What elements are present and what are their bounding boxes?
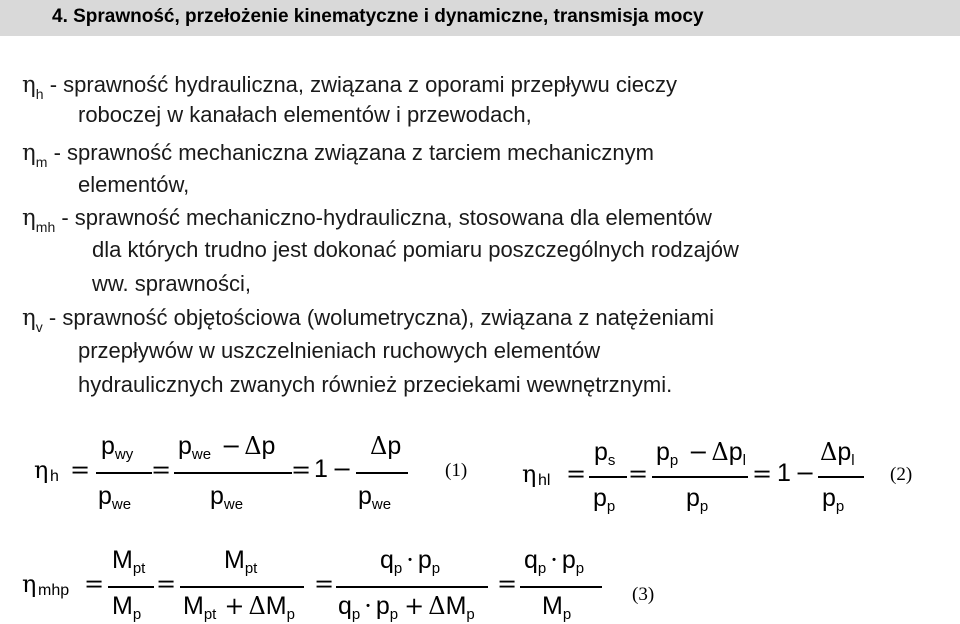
fraction-bar (356, 472, 408, 474)
fraction-bar (96, 472, 152, 474)
eta-symbol: η (34, 456, 49, 484)
def-h-line2: roboczej w kanałach elementów i przewodach, (78, 102, 532, 127)
fraction-bar (336, 586, 488, 588)
def-m-line1: $\eta_m$ - sprawność mechaniczna związana z tarciem mechanicznym (22, 140, 654, 170)
equation-label: (3) (632, 584, 655, 605)
header-bar (0, 0, 960, 36)
fraction-bar (818, 476, 864, 478)
def-v-line3: hydraulicznych zwanych również przeciekami wewnętrznymi. (78, 372, 673, 397)
eta-symbol: η (522, 460, 537, 488)
def-mh-line1: $\eta_{mh}$ - sprawność mechaniczno-hydrauliczna, stosowana dla elementów (22, 205, 712, 235)
equation-label: (1) (445, 460, 468, 481)
def-h-line1: $\eta_h$ - sprawność hydrauliczna, związana z oporami przepływu cieczy (22, 72, 677, 102)
fraction-bar (520, 586, 602, 588)
fraction-bar (180, 586, 304, 588)
def-m-line2: elementów, (78, 172, 190, 197)
fraction-bar (108, 586, 154, 588)
equation-label: (2) (890, 464, 913, 485)
fraction-bar (589, 476, 627, 478)
fraction-bar (652, 476, 748, 478)
page-title: 4. Sprawność, przełożenie kinematyczne i dynamiczne, transmisja mocy (52, 6, 704, 27)
eta-symbol: η (22, 570, 37, 598)
def-mh-line2: dla których trudno jest dokonać pomiaru poszczególnych rodzajów (92, 237, 739, 262)
def-mh-line3: ww. sprawności, (92, 271, 251, 296)
def-v-line1: $\eta_v$ - sprawność objętościowa (wolumetryczna), związana z natężeniami (22, 305, 715, 335)
def-v-line2: przepływów w uszczelnieniach ruchowych elementów (78, 338, 601, 363)
fraction-bar (174, 472, 292, 474)
